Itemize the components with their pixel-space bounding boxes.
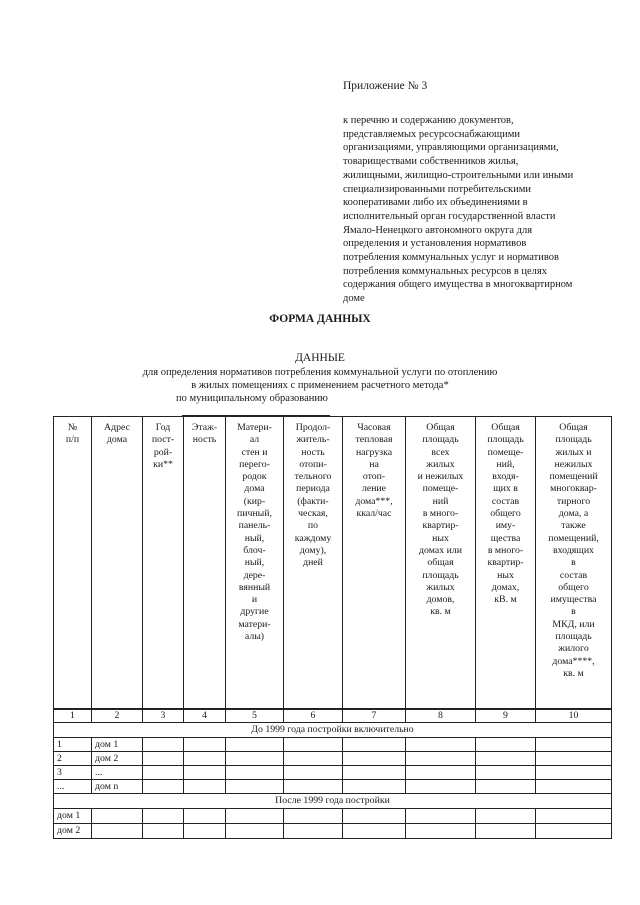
data-table — [53, 416, 612, 839]
header-line: в много- — [422, 508, 459, 520]
header-line: жилых и — [555, 446, 592, 458]
header-cell — [184, 417, 226, 709]
data-cell[interactable] — [226, 808, 284, 823]
column-number: 5 — [226, 709, 284, 723]
data-subtitle-line: в жилых помещениях с применением расчетного метода* — [191, 380, 449, 391]
appendix-title: Приложение № 3 — [343, 80, 428, 92]
header-line: Адрес — [104, 422, 130, 433]
header-line: имущества — [550, 594, 597, 606]
header-line: МКД, или — [552, 618, 595, 630]
data-cell[interactable] — [406, 751, 476, 765]
header-line: жилых — [426, 458, 455, 470]
header-line: входя- — [492, 471, 519, 483]
header-line: тельного — [294, 471, 332, 483]
header-line: ал — [249, 434, 260, 446]
data-cell[interactable] — [184, 823, 226, 838]
header-line: помеще- — [422, 483, 459, 495]
appendix-line: организациями, управляющими организациями, — [343, 142, 559, 154]
header-line: отоп- — [362, 471, 386, 483]
section-row — [54, 793, 612, 808]
header-line: ность — [192, 434, 217, 446]
header-line: ность — [301, 446, 325, 458]
header-line: стен и — [241, 446, 268, 458]
header-line: многоквар- — [550, 483, 597, 495]
header-line: домов, — [426, 594, 455, 606]
data-cell[interactable] — [284, 765, 343, 779]
header-line: жилого — [558, 643, 589, 655]
header-line: житель- — [296, 434, 330, 446]
data-cell[interactable] — [476, 779, 536, 793]
data-cell[interactable] — [143, 823, 184, 838]
header-line: и — [251, 594, 258, 606]
header-line: ккал/час — [356, 508, 392, 520]
header-line: дома — [106, 434, 128, 446]
table-row — [54, 779, 612, 793]
header-line: Часовая — [357, 422, 391, 433]
data-cell[interactable] — [143, 751, 184, 765]
header-line: состав — [491, 495, 520, 507]
header-line: дома****, — [552, 655, 595, 667]
header-line: другие — [240, 606, 269, 618]
row-number: ... — [54, 779, 92, 793]
header-line: кВ. м — [494, 594, 517, 606]
column-number: 4 — [184, 709, 226, 723]
municipality-label: по муниципальному образованию — [176, 393, 328, 404]
data-cell[interactable] — [143, 808, 184, 823]
header-line: № — [67, 422, 78, 433]
header-line: помеще- — [487, 446, 524, 458]
header-line: квартир- — [487, 557, 524, 569]
header-cell — [226, 417, 284, 709]
header-line: ление — [361, 483, 387, 495]
table-row — [54, 823, 612, 838]
section-title: До 1999 года постройки включительно — [54, 722, 612, 737]
data-cell[interactable] — [343, 779, 406, 793]
header-line: щества — [490, 532, 521, 544]
column-number: 1 — [54, 709, 92, 723]
header-line: алы) — [244, 631, 265, 643]
header-line: периода — [296, 483, 330, 495]
header-line: на — [369, 458, 379, 470]
header-line: пичный, — [237, 508, 272, 520]
header-line: в — [571, 557, 576, 569]
header-line: домах, — [491, 581, 520, 593]
header-line: ных — [432, 532, 449, 544]
data-cell[interactable] — [536, 751, 612, 765]
header-line: площадь — [555, 631, 592, 643]
header-line: п/п — [65, 434, 80, 446]
data-cell[interactable] — [536, 737, 612, 751]
appendix-line: представляемых ресурсоснабжающими — [343, 128, 521, 140]
appendix-line: потребления коммунальных услуг и нормативов — [343, 252, 559, 264]
data-cell[interactable] — [92, 823, 143, 838]
header-line: Продол- — [295, 422, 331, 433]
municipality-blank-field[interactable] — [182, 405, 330, 416]
header-line: всех — [431, 446, 450, 458]
table-row — [54, 737, 612, 751]
data-subtitle — [0, 366, 640, 416]
header-line: дней — [303, 557, 323, 569]
header-line: (факти- — [297, 495, 329, 507]
header-line: тепловая — [355, 434, 393, 446]
data-cell[interactable] — [284, 823, 343, 838]
column-number: 3 — [143, 709, 184, 723]
data-subtitle-line: для определения нормативов потребления коммунальной услуги по отоплению — [142, 367, 498, 378]
data-cell[interactable] — [226, 779, 284, 793]
header-line: помещений, — [548, 532, 599, 544]
header-cell — [284, 417, 343, 709]
table-row — [54, 765, 612, 779]
data-cell[interactable] — [536, 808, 612, 823]
data-cell[interactable] — [536, 765, 612, 779]
form-title: ФОРМА ДАННЫХ — [269, 313, 371, 325]
header-line: также — [561, 520, 586, 532]
data-cell[interactable] — [226, 751, 284, 765]
header-line: вянный — [238, 581, 271, 593]
municipality-line — [0, 392, 640, 416]
header-line: иму- — [495, 520, 516, 532]
data-cell[interactable] — [284, 779, 343, 793]
header-line: ный, — [244, 557, 265, 569]
column-number: 10 — [536, 709, 612, 723]
appendix-line: кооперативами либо их объединениями в — [343, 197, 528, 209]
column-number: 6 — [284, 709, 343, 723]
header-line: блоч- — [243, 544, 266, 556]
appendix-description — [343, 114, 613, 306]
header-line: дому), — [299, 544, 327, 556]
header-line: нежилых — [554, 458, 593, 470]
header-line: помещений — [549, 471, 598, 483]
data-cell[interactable] — [184, 765, 226, 779]
appendix-line: исполнительный орган государственной власти — [343, 210, 556, 222]
header-line: дома — [244, 483, 265, 495]
header-line: перего- — [239, 458, 270, 470]
data-cell[interactable] — [406, 823, 476, 838]
header-cell — [143, 417, 184, 709]
data-cell[interactable] — [476, 808, 536, 823]
data-cell[interactable] — [284, 737, 343, 751]
table-row — [54, 808, 612, 823]
header-cell — [476, 417, 536, 709]
row-label: дом 2 — [54, 823, 92, 838]
appendix-line: содержания общего имущества в многоквартирном — [343, 279, 573, 291]
row-address: дом n — [92, 779, 143, 793]
data-cell[interactable] — [536, 779, 612, 793]
header-line: площадь — [555, 434, 592, 446]
data-cell[interactable] — [284, 751, 343, 765]
header-line: ный, — [244, 532, 265, 544]
header-line: Общая — [559, 422, 588, 433]
row-address: дом 2 — [92, 751, 143, 765]
header-cell — [406, 417, 476, 709]
header-line: жилых — [426, 581, 455, 593]
appendix-line: доме — [343, 293, 365, 305]
data-cell[interactable] — [536, 823, 612, 838]
header-line: общая — [427, 557, 454, 569]
data-cell[interactable] — [226, 823, 284, 838]
data-cell[interactable] — [284, 808, 343, 823]
header-line: площадь — [422, 434, 459, 446]
row-label: дом 1 — [54, 808, 92, 823]
header-line: щих в — [493, 483, 518, 495]
column-number: 2 — [92, 709, 143, 723]
header-line: рой- — [153, 446, 173, 458]
header-line: входящих — [553, 544, 594, 556]
column-number: 7 — [343, 709, 406, 723]
data-cell[interactable] — [406, 737, 476, 751]
data-cell[interactable] — [184, 779, 226, 793]
data-cell[interactable] — [406, 779, 476, 793]
section-title: После 1999 года постройки — [54, 793, 612, 808]
appendix-line: специализированными потребительскими — [343, 183, 531, 195]
header-line: в — [571, 606, 576, 618]
data-cell[interactable] — [476, 737, 536, 751]
header-line: дома***, — [355, 495, 393, 507]
data-cell[interactable] — [343, 823, 406, 838]
row-address: ... — [92, 765, 143, 779]
header-line: в много- — [487, 544, 524, 556]
header-line: Общая — [491, 422, 520, 433]
header-line: площадь — [487, 434, 524, 446]
header-line: ческая, — [298, 508, 328, 520]
header-line: панель- — [238, 520, 271, 532]
header-line: дере- — [243, 569, 266, 581]
appendix-line: к перечню и содержанию документов, — [343, 115, 514, 126]
header-line: по — [307, 520, 319, 532]
column-number: 8 — [406, 709, 476, 723]
header-line: каждому — [294, 532, 332, 544]
data-cell[interactable] — [143, 765, 184, 779]
appendix-line: потребления коммунальных ресурсов в целях — [343, 265, 548, 277]
header-line: (кир- — [243, 495, 266, 507]
header-line: площадь — [422, 569, 459, 581]
header-line: матери- — [238, 618, 271, 630]
appendix-line: жилищными, жилищно-строительными или иными — [343, 169, 574, 181]
header-line: общего — [558, 581, 589, 593]
header-line: пост- — [151, 434, 175, 446]
data-cell[interactable] — [143, 737, 184, 751]
row-number: 1 — [54, 737, 92, 751]
row-number: 2 — [54, 751, 92, 765]
header-cell — [536, 417, 612, 709]
header-line: и нежилых — [417, 471, 464, 483]
data-cell[interactable] — [406, 808, 476, 823]
header-cell — [54, 417, 92, 709]
data-cell[interactable] — [476, 823, 536, 838]
header-line: отопи- — [299, 458, 327, 470]
header-line: Общая — [426, 422, 455, 433]
data-cell[interactable] — [476, 765, 536, 779]
header-line: Год — [155, 422, 171, 433]
data-cell[interactable] — [343, 737, 406, 751]
header-line: Этаж- — [191, 422, 218, 433]
section-row — [54, 722, 612, 737]
header-line: дома, а — [558, 508, 589, 520]
data-cell[interactable] — [143, 779, 184, 793]
header-cell — [343, 417, 406, 709]
header-line: родок — [242, 471, 267, 483]
column-number-row — [54, 709, 612, 723]
header-cell — [92, 417, 143, 709]
table-header-row — [54, 417, 612, 709]
header-line: нагрузка — [355, 446, 393, 458]
data-cell[interactable] — [406, 765, 476, 779]
header-line: тирного — [556, 495, 591, 507]
header-line: кв. м — [430, 606, 451, 618]
header-line: состав — [559, 569, 588, 581]
appendix-line: Ямало-Ненецкого автономного округа для — [343, 224, 533, 236]
header-line: домах или — [419, 544, 462, 556]
data-title: ДАННЫЕ — [295, 352, 345, 364]
appendix-line: определения и установления нормативов — [343, 238, 527, 250]
row-number: 3 — [54, 765, 92, 779]
row-address: дом 1 — [92, 737, 143, 751]
table-row — [54, 751, 612, 765]
column-number: 9 — [476, 709, 536, 723]
data-cell[interactable] — [343, 808, 406, 823]
header-line: Матери- — [237, 422, 272, 433]
header-line: ний, — [496, 458, 515, 470]
data-cell[interactable] — [184, 737, 226, 751]
data-cell[interactable] — [343, 765, 406, 779]
header-line: квартир- — [422, 520, 459, 532]
data-cell[interactable] — [184, 751, 226, 765]
header-line: кв. м — [563, 667, 584, 679]
header-line: ных — [497, 569, 514, 581]
header-line: ний — [432, 495, 449, 507]
header-line: ки** — [153, 458, 173, 470]
data-cell[interactable] — [226, 765, 284, 779]
data-cell[interactable] — [226, 737, 284, 751]
data-cell[interactable] — [343, 751, 406, 765]
appendix-line: товариществами собственников жилья, — [343, 156, 519, 168]
data-cell[interactable] — [92, 808, 143, 823]
data-cell[interactable] — [184, 808, 226, 823]
header-line: общего — [490, 508, 521, 520]
data-cell[interactable] — [476, 751, 536, 765]
